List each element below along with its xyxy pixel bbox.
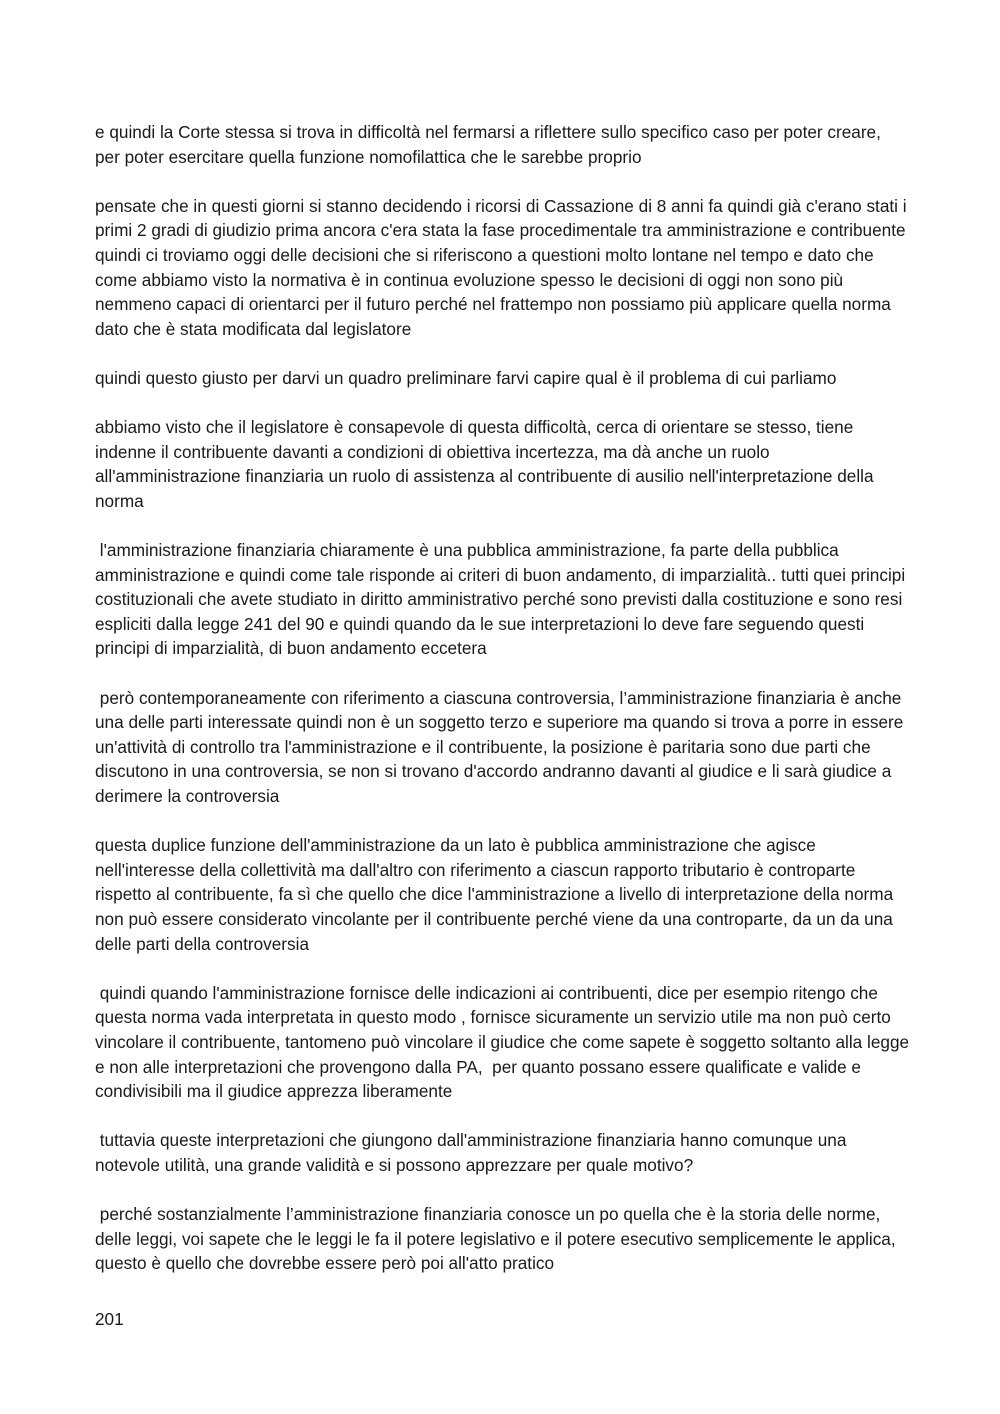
document-body [95, 120, 914, 1301]
paragraph: questa duplice funzione dell'amministrazione da un lato è pubblica amministrazione che agisce nell'interesse della collettività ma dall'altro con riferimento a ciascun rapporto tributario è controparte rispetto al contribuente, fa sì che quello che dice l'amministrazione a livello di interpretazione della norma non può essere considerato vincolante per il contribuente perché viene da una controparte, da un da una delle parti della controversia [95, 835, 898, 954]
paragraph: tuttavia queste interpretazioni che giungono dall'amministrazione finanziaria hanno comunque una notevole utilità, una grande validità e si possono apprezzare per quale motivo? [95, 1130, 852, 1175]
paragraph: perché sostanzialmente l’amministrazione finanziaria conosce un po quella che è la storia delle norme, delle leggi, voi sapete che le leggi le fa il potere legislativo e il potere esecutivo semplicemente le applica, questo è quello che dovrebbe essere però poi all'atto pratico [95, 1204, 901, 1274]
paragraph: pensate che in questi giorni si stanno decidendo i ricorsi di Cassazione di 8 anni fa quindi già c'erano stati i primi 2 gradi di giudizio prima ancora c'era stata la fase procedimentale tra amministrazione e contribuente quindi ci troviamo oggi delle decisioni che si riferiscono a questioni molto lontane nel tempo e dato che come abbiamo visto la normativa è in continua evoluzione spesso le decisioni di oggi non sono più nemmeno capaci di orientarci per il futuro perché nel frattempo non possiamo più applicare quella norma dato che è stata modificata dal legislatore [95, 195, 912, 339]
paragraph: quindi questo giusto per darvi un quadro preliminare farvi capire qual è il problema di cui parliamo [95, 367, 837, 388]
paragraph: però contemporaneamente con riferimento a ciascuna controversia, l’amministrazione finanziaria è anche una delle parti interessate quindi non è un soggetto terzo e superiore ma quando si trova a porre in essere un'attività di controllo tra l'amministrazione e il contribuente, la posizione è paritaria sono due parti che discutono in una controversia, se non si trovano d'accordo andranno davanti al giudice e li sarà giudice a derimere la controversia [95, 687, 909, 807]
paragraph: quindi quando l'amministrazione fornisce delle indicazioni ai contribuenti, dice per esempio ritengo che questa norma vada interpretata in questo modo , fornisce sicuramente un servizio utile ma non può certo vincolare il contribuente, tantomeno può vincolare il giudice che come sapete è soggetto soltanto alla legge e non alle interpretazioni che provengono dalla PA, per quanto possano essere qualificate e valide e condivisibili ma il giudice apprezza liberamente [95, 982, 914, 1102]
paragraph: abbiamo visto che il legislatore è consapevole di questa difficoltà, cerca di orientare se stesso, tiene indenne il contribuente davanti a condizioni di obiettiva incertezza, ma dà anche un ruolo all'amministrazione finanziaria un ruolo di assistenza al contribuente di ausilio nell'interpretazione della norma [95, 417, 879, 511]
paragraph: l'amministrazione finanziaria chiaramente è una pubblica amministrazione, fa parte della pubblica amministrazione e quindi come tale risponde ai criteri di buon andamento, di imparzialità.. tutti quei principi costituzionali che avete studiato in diritto amministrativo perché sono previsti dalla costituzione e sono resi espliciti dalla legge 241 del 90 e quindi quando da le sue interpretazioni lo deve fare seguendo questi principi di imparzialità, di buon andamento eccetera [95, 540, 910, 659]
page-number: 201 [95, 1309, 124, 1329]
paragraph: e quindi la Corte stessa si trova in difficoltà nel fermarsi a riflettere sullo specifico caso per poter creare, per poter esercitare quella funzione nomofilattica che le sarebbe proprio [95, 122, 886, 167]
